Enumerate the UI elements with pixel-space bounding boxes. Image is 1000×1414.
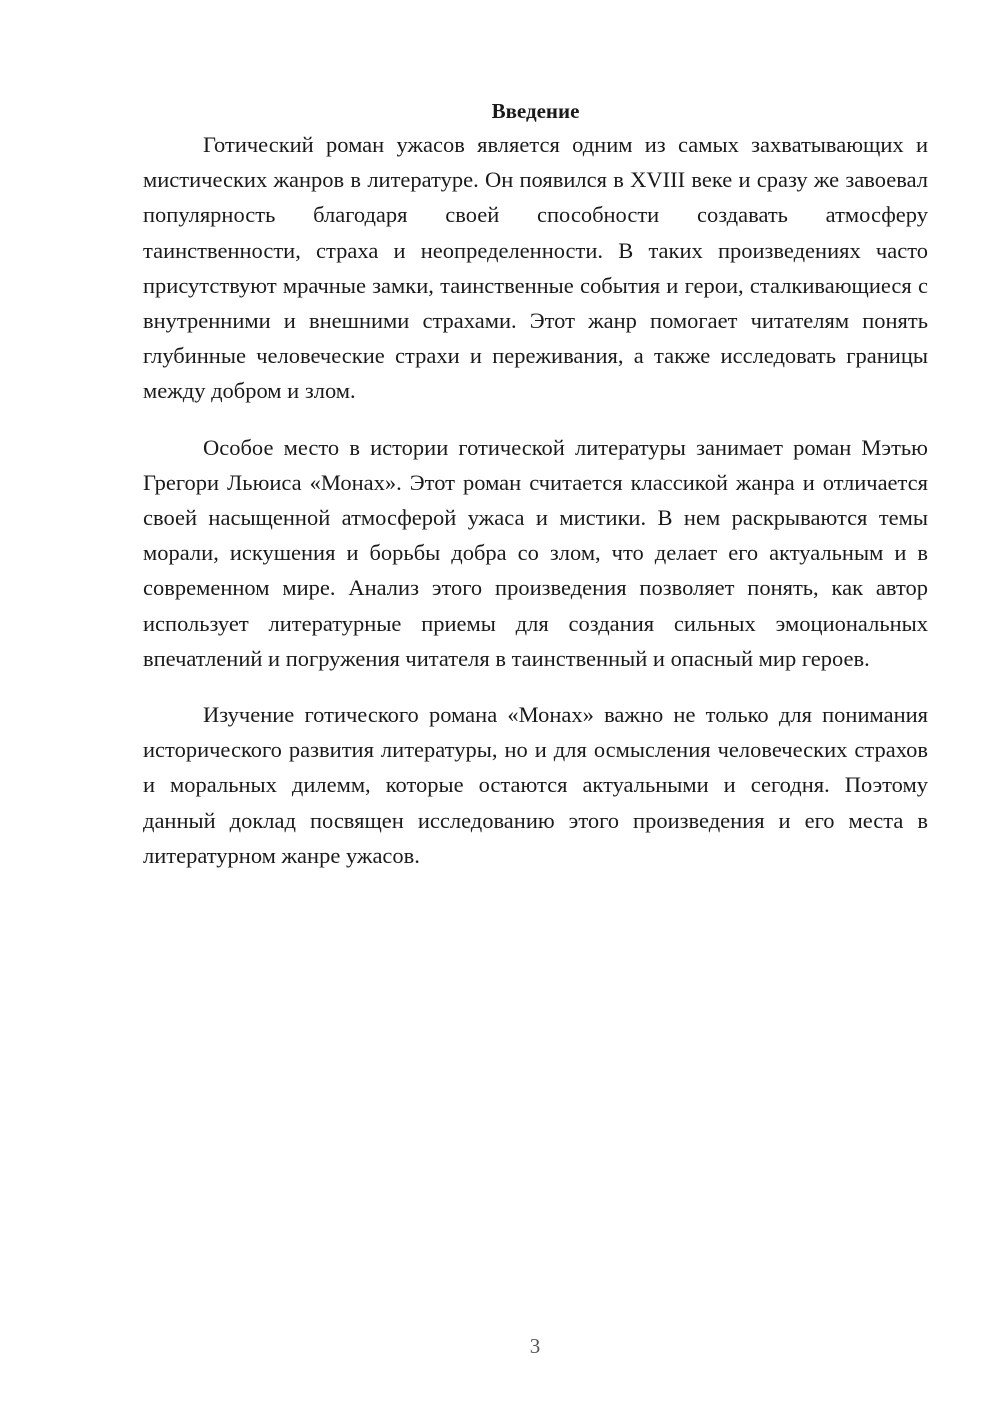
- paragraph-2: Особое место в истории готической литературы занимает роман Мэтью Грегори Льюиса «Монах». Этот роман считается классикой жанра и отличается своей насыщенной атмосферой ужаса и мистики. В нем раскрываются темы морали, искушения и борьбы добра со злом, что делает его актуальным и в современном мире. Анализ этого произведения позволяет понять, как автор использует литературные приемы для создания сильных эмоциональных впечатлений и погружения читателя в таинственный и опасный мир героев.: [143, 434, 928, 671]
- paragraph-1: Готический роман ужасов является одним из самых захватывающих и мистических жанров в литературе. Он появился в XVIII веке и сразу же завоевал популярность благодаря своей способности создавать атмосферу таинственности, страха и неопределенности. В таких произведениях часто присутствуют мрачные замки, таинственные события и герои, сталкивающиеся с внутренними и внешними страхами. Этот жанр помогает читателям понять глубинные человеческие страхи и переживания, а также исследовать границы между добром и злом.: [143, 132, 928, 404]
- section-heading: Введение: [491, 99, 580, 123]
- page-content: [143, 96, 928, 894]
- paragraph-3: Изучение готического романа «Монах» важно не только для понимания исторического развития литературы, но и для осмысления человеческих страхов и моральных дилемм, которые остаются актуальными и сегодня. Поэтому данный доклад посвящен исследованию этого произведения и его места в литературном жанре ужасов.: [143, 702, 928, 868]
- page-number: 3: [529, 1334, 541, 1358]
